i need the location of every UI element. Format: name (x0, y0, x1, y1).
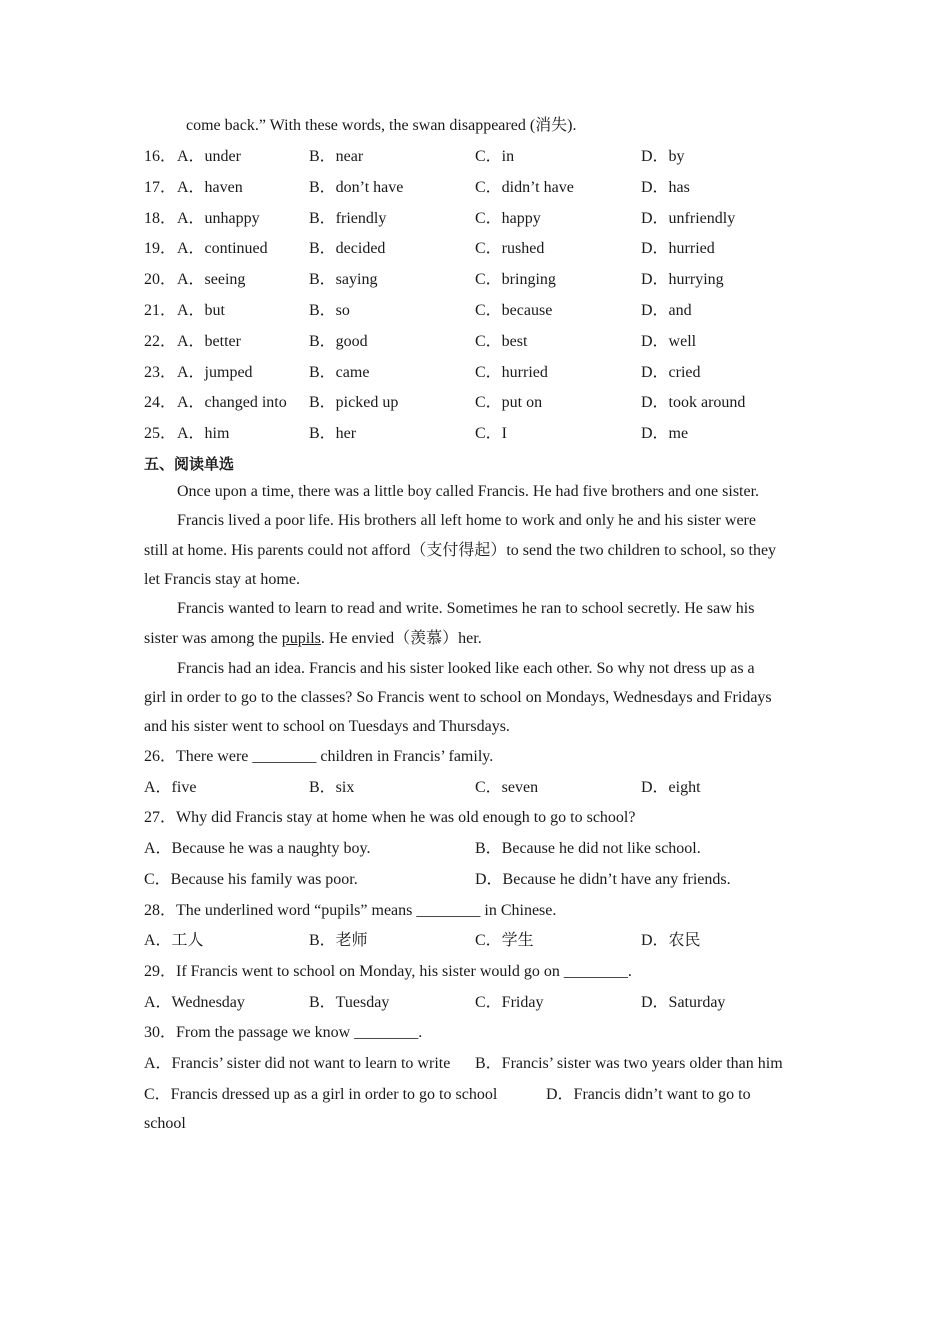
question-26-option-d: D．eight (641, 779, 701, 796)
cloze-question-number: 20． (144, 271, 177, 288)
passage-paragraph-1: Once upon a time, there was a little boy called Francis. He had five brothers and one sister. (177, 483, 760, 500)
question-30-stem: 30．From the passage we know ________. (144, 1024, 423, 1041)
cloze-option-d: D．well (641, 333, 697, 350)
question-28-option-b: B．老师 (309, 932, 368, 949)
question-28-option-d: D．农民 (641, 932, 701, 949)
cloze-question-number: 19． (144, 240, 177, 257)
cloze-option-c: C．best (475, 333, 528, 350)
cloze-question-number: 16． (144, 148, 177, 165)
cloze-option-c: C．I (475, 425, 508, 442)
cloze-option-b: B．decided (309, 240, 386, 257)
section-heading: 五、阅读单选 (144, 455, 235, 473)
passage-paragraph-2-line-2: still at home. His parents could not afford（支付得起）to send the two children to school, so they (144, 542, 777, 559)
cloze-option-b: B．picked up (309, 394, 399, 411)
question-27-option-c: C．Because his family was poor. (144, 871, 358, 888)
passage-paragraph-4-line-3: and his sister went to school on Tuesdays and Thursdays. (144, 718, 510, 735)
question-27-option-b: B．Because he did not like school. (475, 840, 701, 857)
cloze-question-number: 22． (144, 333, 177, 350)
question-26-option-c: C．seven (475, 779, 539, 796)
cloze-option-d: D．has (641, 179, 690, 196)
cloze-option-b: B．so (309, 302, 350, 319)
question-28-stem: 28．The underlined word “pupils” means ________ in Chinese. (144, 902, 557, 919)
cloze-option-a: A．unhappy (177, 210, 260, 227)
cloze-option-d: D．cried (641, 364, 701, 381)
question-30-option-b: B．Francis’ sister was two years older than him (475, 1055, 783, 1072)
question-29-option-d: D．Saturday (641, 994, 726, 1011)
question-30-option-c: C．Francis dressed up as a girl in order to go to school (144, 1086, 498, 1103)
cloze-option-b: B．saying (309, 271, 378, 288)
cloze-option-d: D．and (641, 302, 692, 319)
cloze-option-c: C．bringing (475, 271, 556, 288)
cloze-option-b: B．came (309, 364, 370, 381)
cloze-option-a: A．better (177, 333, 241, 350)
question-27-option-a: A．Because he was a naughty boy. (144, 840, 371, 857)
passage-paragraph-2-line-1: Francis lived a poor life. His brothers all left home to work and only he and his sister were (177, 512, 756, 529)
question-28-option-c: C．学生 (475, 932, 534, 949)
cloze-option-a: A．continued (177, 240, 268, 257)
question-26-stem: 26．There were ________ children in Francis’ family. (144, 748, 494, 765)
cloze-option-c: C．happy (475, 210, 541, 227)
cloze-option-c: C．hurried (475, 364, 548, 381)
cloze-option-a: A．him (177, 425, 230, 442)
question-30-option-d-continued: school (144, 1115, 186, 1132)
passage-paragraph-3-line-1: Francis wanted to learn to read and write. Sometimes he ran to school secretly. He saw his (177, 600, 755, 617)
cloze-option-b: B．her (309, 425, 357, 442)
underlined-word-pupils: pupils (281, 630, 321, 647)
question-29-option-c: C．Friday (475, 994, 544, 1011)
question-26-option-b: B．six (309, 779, 355, 796)
passage-paragraph-2-line-3: let Francis stay at home. (144, 571, 300, 588)
cloze-question-number: 23． (144, 364, 177, 381)
intro-line: come back.” With these words, the swan disappeared (消失). (186, 117, 577, 134)
cloze-option-a: A．haven (177, 179, 243, 196)
passage-paragraph-4-line-2: girl in order to go to the classes? So Francis went to school on Mondays, Wednesdays and Fridays (144, 689, 772, 706)
passage-paragraph-3-line-2 (144, 629, 482, 649)
cloze-option-d: D．me (641, 425, 689, 442)
cloze-option-d: D．unfriendly (641, 210, 736, 227)
question-27-option-d: D．Because he didn’t have any friends. (475, 871, 731, 888)
passage-text: sister was among the (144, 630, 282, 647)
cloze-option-a: A．changed into (177, 394, 287, 411)
passage-text: . He envied（羡慕）her. (320, 630, 482, 647)
cloze-option-b: B．good (309, 333, 368, 350)
cloze-option-d: D．hurrying (641, 271, 724, 288)
cloze-option-a: A．seeing (177, 271, 246, 288)
question-29-option-a: A．Wednesday (144, 994, 245, 1011)
cloze-option-c: C．in (475, 148, 515, 165)
cloze-option-c: C．rushed (475, 240, 545, 257)
cloze-option-b: B．near (309, 148, 364, 165)
cloze-option-d: D．by (641, 148, 685, 165)
question-29-stem: 29．If Francis went to school on Monday, his sister would go on ________. (144, 963, 632, 980)
question-30-option-a: A．Francis’ sister did not want to learn to write (144, 1055, 451, 1072)
cloze-question-number: 25． (144, 425, 177, 442)
cloze-option-a: A．but (177, 302, 226, 319)
cloze-option-a: A．under (177, 148, 241, 165)
question-29-option-b: B．Tuesday (309, 994, 390, 1011)
cloze-question-number: 21． (144, 302, 177, 319)
question-30-option-d: D．Francis didn’t want to go to (546, 1086, 751, 1103)
cloze-option-c: C．didn’t have (475, 179, 574, 196)
cloze-option-b: B．don’t have (309, 179, 404, 196)
cloze-option-c: C．put on (475, 394, 543, 411)
cloze-option-b: B．friendly (309, 210, 387, 227)
question-28-option-a: A．工人 (144, 932, 204, 949)
cloze-question-number: 18． (144, 210, 177, 227)
cloze-question-number: 17． (144, 179, 177, 196)
cloze-option-d: D．hurried (641, 240, 715, 257)
cloze-option-a: A．jumped (177, 364, 253, 381)
cloze-question-number: 24． (144, 394, 177, 411)
passage-paragraph-4-line-1: Francis had an idea. Francis and his sister looked like each other. So why not dress up as a (177, 660, 755, 677)
cloze-option-d: D．took around (641, 394, 746, 411)
cloze-option-c: C．because (475, 302, 553, 319)
question-26-option-a: A．five (144, 779, 197, 796)
question-27-stem: 27．Why did Francis stay at home when he was old enough to go to school? (144, 809, 636, 826)
